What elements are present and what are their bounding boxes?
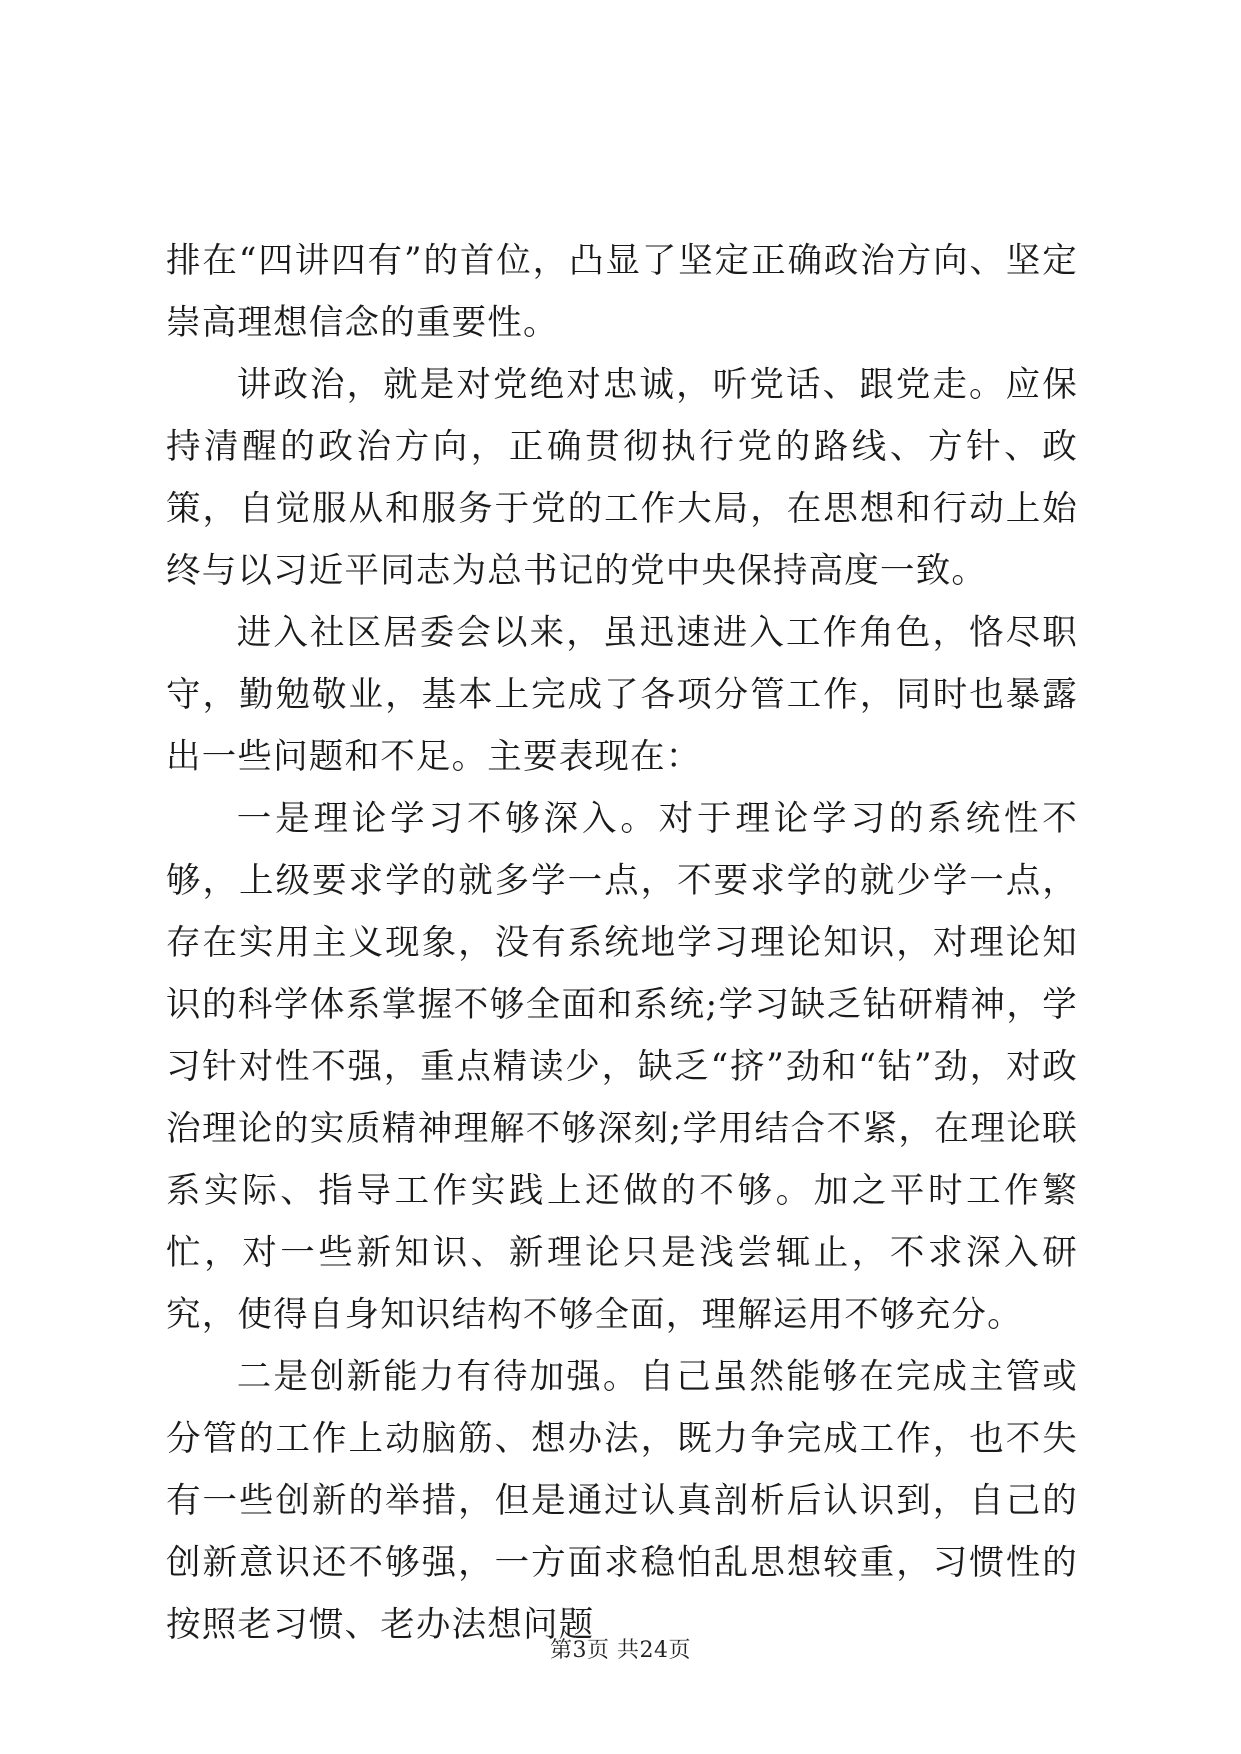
paragraph: 排在“四讲四有”的首位，凸显了坚定正确政治方向、坚定崇高理想信念的重要性。 xyxy=(166,241,1078,343)
page-number-footer: 第3页 共24页 xyxy=(550,1638,691,1663)
paragraph: 二是创新能力有待加强。自己虽然能够在完成主管或分管的工作上动脑筋、想办法，既力争完成工作，也不失有一些创新的举措，但是通过认真剖析后认识到，自己的创新意识还不够强，一方面求稳怕乱思想较重，习惯性的按照老习惯、老办法想问题 xyxy=(166,1357,1078,1645)
paragraph: 讲政治，就是对党绝对忠诚，听党话、跟党走。应保持清醒的政治方向，正确贯彻执行党的路线、方针、政策，自觉服从和服务于党的工作大局，在思想和行动上始终与以习近平同志为总书记的党中央保持高度一致。 xyxy=(166,365,1078,591)
document-body xyxy=(166,230,1078,1656)
paragraph: 进入社区居委会以来，虽迅速进入工作角色，恪尽职守，勤勉敬业，基本上完成了各项分管工作，同时也暴露出一些问题和不足。主要表现在： xyxy=(166,613,1078,777)
paragraph: 一是理论学习不够深入。对于理论学习的系统性不够，上级要求学的就多学一点，不要求学的就少学一点，存在实用主义现象，没有系统地学习理论知识，对理论知识的科学体系掌握不够全面和系统;学习缺乏钻研精神，学习针对性不强，重点精读少，缺乏“挤”劲和“钻”劲，对政治理论的实质精神理解不够深刻;学用结合不紧，在理论联系实际、指导工作实践上还做的不够。加之平时工作繁忙，对一些新知识、新理论只是浅尝辄止，不求深入研究，使得自身知识结构不够全面，理解运用不够充分。 xyxy=(166,799,1078,1335)
